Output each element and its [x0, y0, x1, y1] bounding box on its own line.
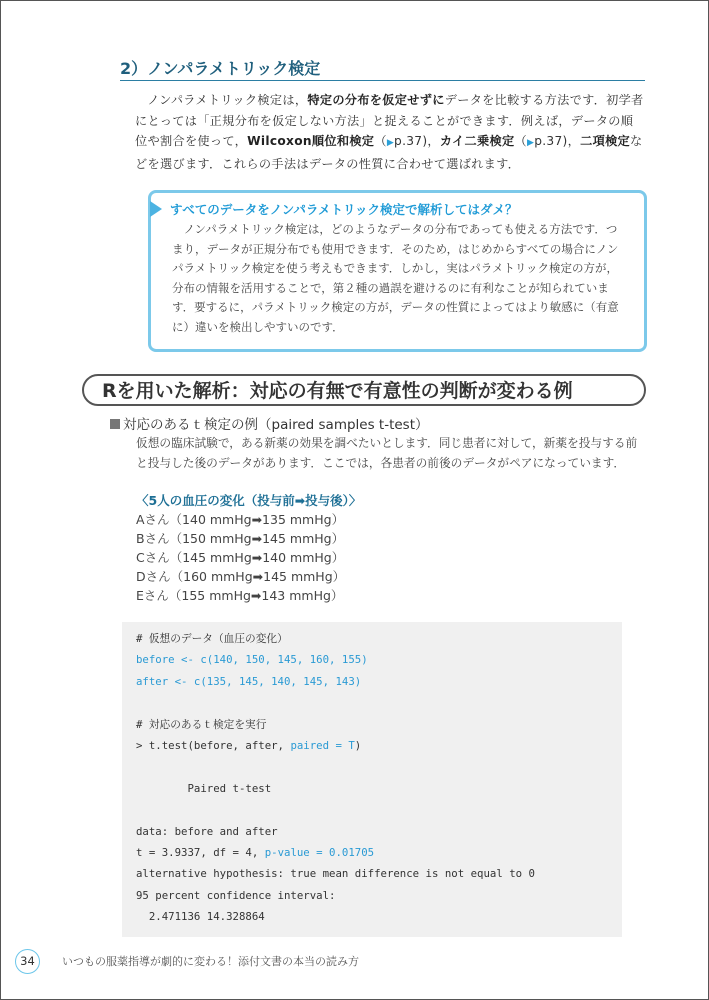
list-item: Cさん（145 mmHg➡140 mmHg） — [136, 550, 345, 565]
callout-title: すべてのデータをノンパラメトリック検定で解析してはダメ？ — [170, 202, 518, 217]
page-ref: p.37)， — [534, 134, 581, 148]
r-section-paragraph: 仮想の臨床試験で，ある新薬の効果を調べたいとします．同じ患者に対して，新薬を投与する前と投与した後のデータがあります．ここでは，各患者の前後のデータがペアになっています． — [136, 436, 638, 470]
code-text: # 仮想のデータ（血圧の変化） before <- c(140, 150, 145, 160, 155) after <- c(135, 145, 140, 145, 143) # 対応のあるｔ検定を実行 > t.test(before, after, paired = T) Paired t-test data: before and after t = 3.9337, df = 4, p-value = 0.01705 alternative hypothesis: true mean difference is not equal to 0 95 percent confidence interval: 2.471136 14.328864 — [136, 632, 535, 924]
list-item: Aさん（140 mmHg➡135 mmHg） — [136, 512, 345, 527]
page-ref-icon: ▶ — [386, 138, 395, 148]
section-heading: 2）ノンパラメトリック検定 — [120, 59, 321, 78]
page-number: 34 — [15, 949, 40, 974]
section-paragraph: ノンパラメトリック検定は，特定の分布を仮定せずにデータを比較する方法です．初学者にとっては「正規分布を仮定しない方法」と捉えることができます．例えば，データの順位や割合を使って，Wilcoxon順位和検定（▶p.37)，カイ二乗検定（▶p.37)，二項検定などを選びます．これらの手法はデータの性質に合わせて選ばれます． — [135, 93, 644, 171]
subsection-title: 対応のあるｔ検定の例（paired samples t-test） — [110, 413, 429, 433]
page-ref-icon: ▶ — [526, 138, 535, 148]
callout-text: ノンパラメトリック検定は，どのようなデータの分布であっても使える方法です．つまり，データが正規分布でも使用できます．そのため，はじめからすべての場合にノンパラメトリック検定を使う考えもできます．しかし，実はパラメトリック検定の方が，分布の情報を活用することで，第２種の過誤を避けるのに有利なことが知られています．要するに，パラメトリック検定の方が，データの性質によってはより敏感に（有意に）違いを検出しやすいのです． — [172, 222, 619, 334]
heading-rule — [120, 80, 645, 81]
r-section-title: Rを用いた解析：対応の有無で有意性の判断が変わる例 — [102, 380, 573, 402]
list-item: Dさん（160 mmHg➡145 mmHg） — [136, 569, 346, 584]
page-ref: p.37)， — [394, 134, 440, 148]
list-item: Eさん（155 mmHg➡143 mmHg） — [136, 588, 344, 603]
bp-list — [136, 510, 345, 605]
square-bullet-icon — [110, 419, 120, 429]
list-item: Bさん（150 mmHg➡145 mmHg） — [136, 531, 345, 546]
callout-arrow-icon — [150, 201, 162, 217]
book-title-footer: いつもの服薬指導が劇的に変わる！添付文書の本当の読み方 — [62, 955, 359, 968]
bp-list-title: 〈5人の血圧の変化（投与前➡投与後）〉 — [136, 493, 362, 508]
